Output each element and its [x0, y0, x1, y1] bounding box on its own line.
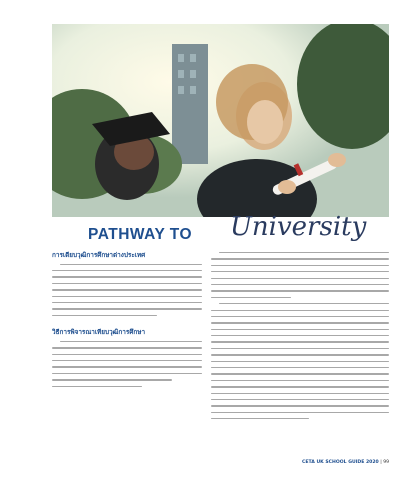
left-column: [52, 252, 202, 392]
footer-separator: |: [380, 460, 384, 465]
paragraph-item-2: [211, 303, 389, 419]
paragraph-item-1: [211, 252, 389, 298]
students-photo: [52, 24, 389, 217]
page-footer: [302, 460, 389, 465]
paragraph-intro: [52, 264, 202, 316]
footer-brand: CETA UK SCHOOL GUIDE 2020: [302, 460, 379, 465]
section-heading-equivalency: การเตียบวุฒิการศึกษาต่างประเทศ: [52, 251, 146, 259]
graduation-photo-illustration: [52, 24, 389, 217]
title-main: PATHWAY TO: [88, 226, 193, 243]
page-number: 99: [383, 460, 390, 465]
paragraph-method: [52, 341, 202, 387]
page-title: [88, 212, 388, 248]
title-script: University: [230, 212, 367, 242]
right-column: [211, 252, 389, 425]
section-heading-method: วิธีการพิจารณาเทียบวุฒิการศึกษา: [52, 328, 146, 337]
